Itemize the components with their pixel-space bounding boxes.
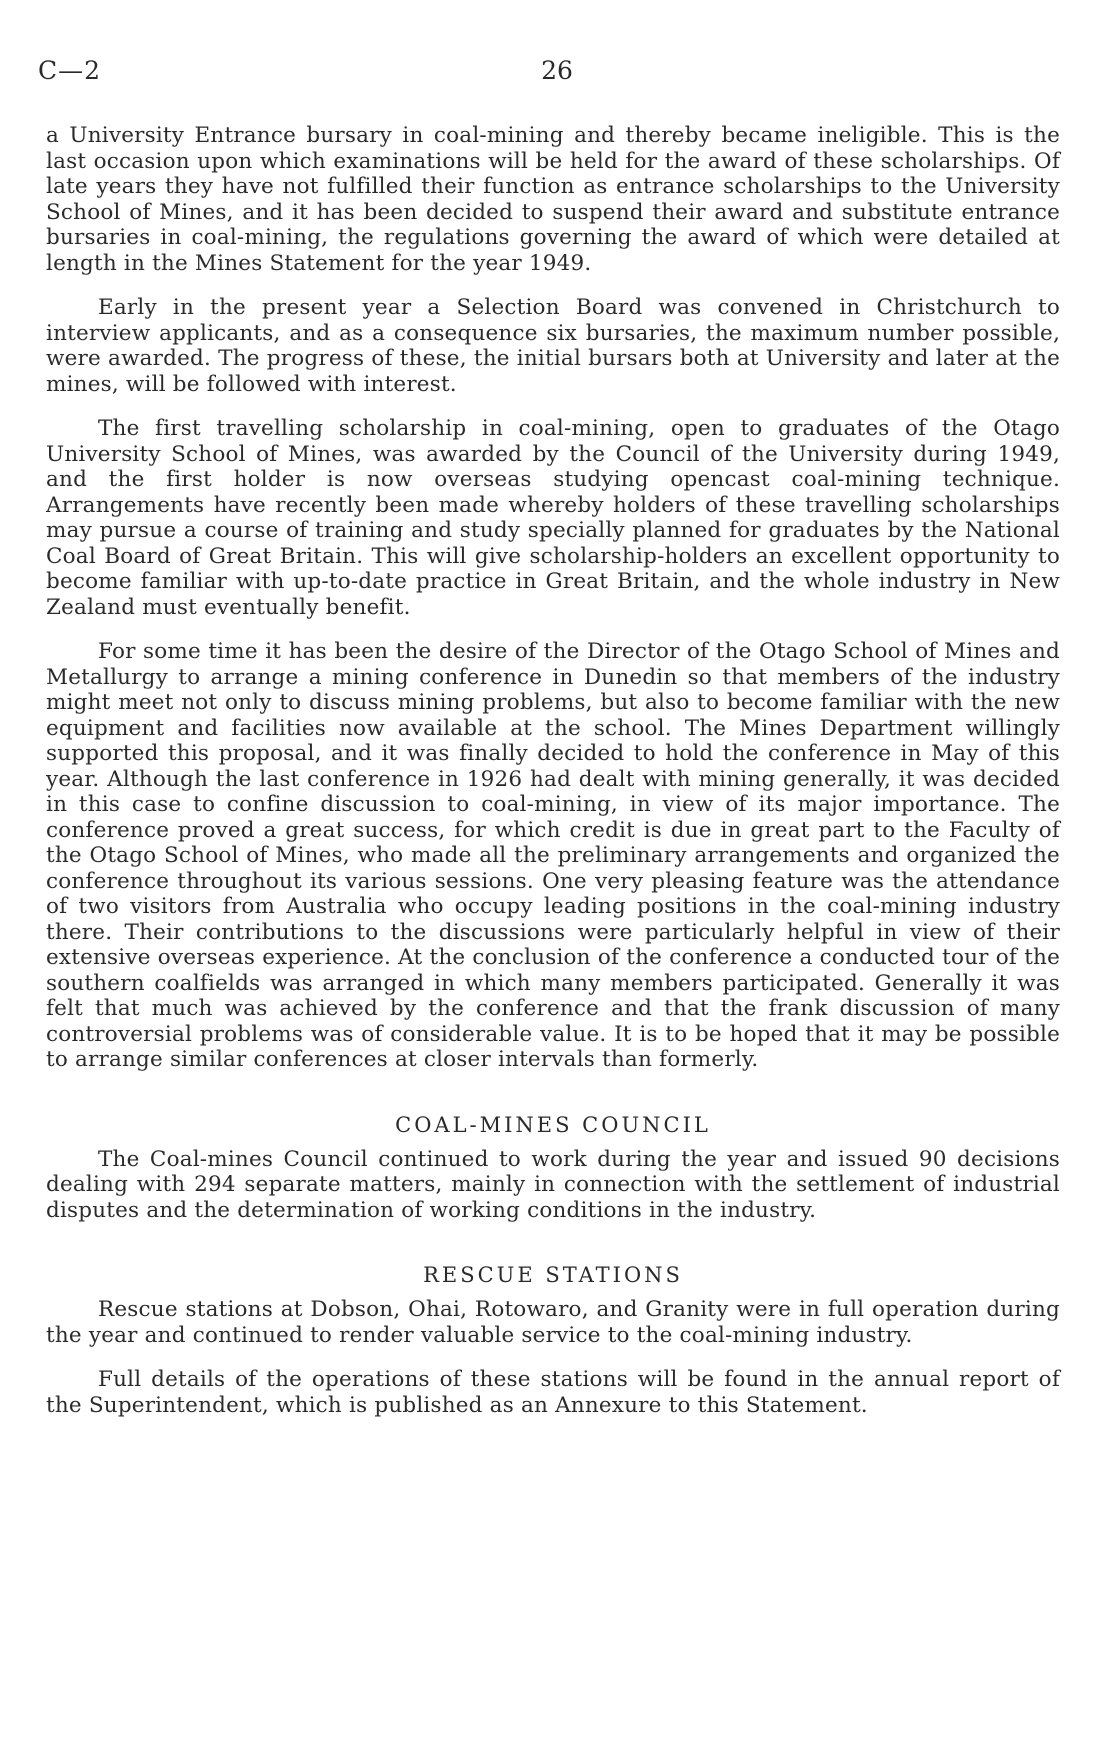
section-heading-coal-mines-council: COAL-MINES COUNCIL bbox=[395, 1112, 711, 1137]
page-header bbox=[38, 56, 1076, 96]
page-body bbox=[46, 123, 1060, 1437]
paragraph-travelling-scholarship: The first travelling scholarship in coal-mining, open to graduates of the Otago University School of Mines, was awarded by the Council of the University during 1949, and the first holder is now overseas studying opencast coal-mining technique. Arrangements have recently been made whereby holders of these travelling scholarships may pursue a course of training and study specially planned for graduates by the National Coal Board of Great Britain. This will give scholarship-holders an excellent opportunity to become familiar with up-to-date practice in Great Britain, and the whole industry in New Zealand must eventually benefit. bbox=[46, 416, 1060, 620]
paragraph-bursary-continued: a University Entrance bursary in coal-mining and thereby became ineligible. This is the last occasion upon which examinations will be held for the award of these scholarships. Of late years they have not fulfilled their function as entrance scholarships to the University School of Mines, and it has been decided to suspend their award and substitute entrance bursaries in coal-mining, the regulations governing the award of which were detailed at length in the Mines Statement for the year 1949. bbox=[46, 123, 1060, 276]
paragraph-coal-mines-council: The Coal-mines Council continued to work during the year and issued 90 decisions dealing with 294 separate matters, mainly in connection with the settlement of industrial disputes and the determination of working conditions in the industry. bbox=[46, 1146, 1060, 1223]
paragraph-rescue-report: Full details of the operations of these stations will be found in the annual report of the Superintendent, which is published as an Annexure to this Statement. bbox=[46, 1367, 1060, 1418]
page-number: 26 bbox=[541, 56, 573, 85]
document-reference: C—2 bbox=[38, 56, 102, 85]
paragraph-selection-board: Early in the present year a Selection Board was convened in Christchurch to interview applicants, and as a consequence six bursaries, the maximum number possible, were awarded. The progress of these, the initial bursars both at University and later at the mines, will be followed with interest. bbox=[46, 295, 1060, 397]
section-heading-rescue-stations: RESCUE STATIONS bbox=[423, 1263, 683, 1287]
paragraph-rescue-stations: Rescue stations at Dobson, Ohai, Rotowaro, and Granity were in full operation during the year and continued to render valuable service to the coal-mining industry. bbox=[46, 1297, 1060, 1348]
paragraph-mining-conference: For some time it has been the desire of the Director of the Otago School of Mines and Metallurgy to arrange a mining conference in Dunedin so that members of the industry might meet not only to discuss mining problems, but also to become familiar with the new equipment and facilities now available at the school. The Mines Department willingly supported this proposal, and it was finally decided to hold the conference in May of this year. Although the last conference in 1926 had dealt with mining generally, it was decided in this case to confine discussion to coal-mining, in view of its major importance. The conference proved a great success, for which credit is due in great part to the Faculty of the Otago School of Mines, who made all the preliminary arrangements and organized the conference throughout its various sessions. One very pleasing feature was the attendance of two visitors from Australia who occupy leading positions in the coal-mining industry there. Their contributions to the discussions were particularly helpful in view of their extensive overseas experience. At the conclusion of the conference a conducted tour of the southern coalfields was arranged in which many members participated. Generally it was felt that much was achieved by the conference and that the frank discussion of many controversial problems was of considerable value. It is to be hoped that it may be possible to arrange similar conferences at closer intervals than formerly. bbox=[46, 639, 1060, 1072]
